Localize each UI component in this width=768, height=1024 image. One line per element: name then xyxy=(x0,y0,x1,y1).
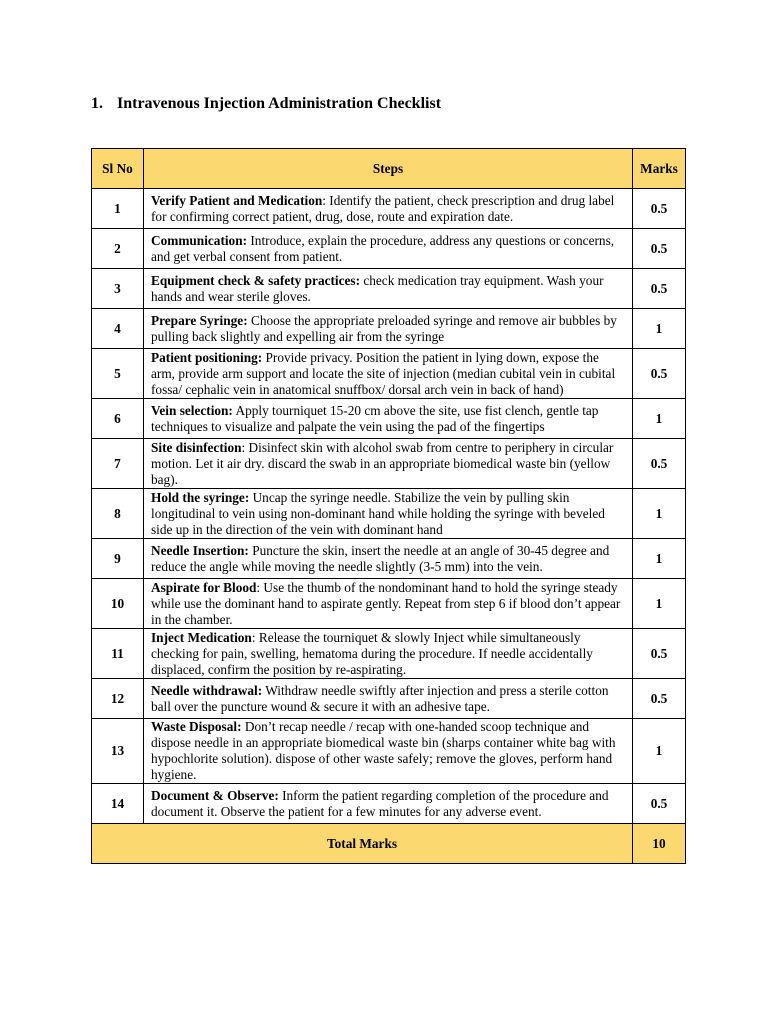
step-title: Needle Insertion: xyxy=(151,542,249,558)
step-number: 3 xyxy=(92,269,144,309)
step-description xyxy=(144,719,633,784)
table-row xyxy=(92,229,686,269)
step-description xyxy=(144,189,633,229)
step-title: Waste Disposal: xyxy=(151,719,242,734)
checklist-heading xyxy=(91,94,441,114)
table-row xyxy=(92,629,686,679)
step-number: 4 xyxy=(92,309,144,349)
total-marks-label: Total Marks xyxy=(92,824,633,864)
table-row xyxy=(92,579,686,629)
step-title: Prepare Syringe: xyxy=(151,312,248,328)
step-number: 6 xyxy=(92,399,144,439)
checklist-table xyxy=(91,148,686,864)
step-separator: : xyxy=(322,192,330,208)
step-title: Hold the syringe: xyxy=(151,489,250,505)
step-marks: 0.5 xyxy=(633,229,686,269)
step-description xyxy=(144,229,633,269)
step-number: 14 xyxy=(92,784,144,824)
total-marks-value: 10 xyxy=(633,824,686,864)
step-title: Equipment check & safety practices: xyxy=(151,272,361,288)
step-title: Vein selection: xyxy=(151,402,233,418)
sl-no-header: Sl No xyxy=(92,149,144,189)
step-number: 10 xyxy=(92,579,144,629)
heading-title: Intravenous Injection Administration Checklist xyxy=(117,95,442,112)
step-description xyxy=(144,784,633,824)
step-title: Inject Medication xyxy=(151,629,252,645)
step-title: Site disinfection xyxy=(151,439,242,455)
step-number: 8 xyxy=(92,489,144,539)
table-row xyxy=(92,539,686,579)
table-row xyxy=(92,309,686,349)
step-separator: : xyxy=(251,629,259,645)
step-text: Uncap the syringe needle. Stabilize the vein by pulling skin longitudinal to vein using non-dominant hand while holding the syringe with beveled side up in the direction of the vein with dominant hand xyxy=(151,489,605,537)
step-description xyxy=(144,349,633,399)
step-description xyxy=(144,539,633,579)
step-text: Don’t recap needle / recap with one-handed scoop technique and dispose needle in an appropriate biomedical waste bin (sharps container white bag with hypochlorite solution). dispose of other waste safely; remove the gloves, perform hand hygiene. xyxy=(151,719,616,782)
step-separator: : xyxy=(241,439,249,455)
table-row xyxy=(92,269,686,309)
heading-number: 1. xyxy=(91,95,103,112)
step-marks: 0.5 xyxy=(633,679,686,719)
step-description xyxy=(144,439,633,489)
step-description xyxy=(144,269,633,309)
step-title: Needle withdrawal: xyxy=(151,682,263,698)
step-description xyxy=(144,579,633,629)
step-text: Inform the patient regarding completion of the procedure and document it. Observe the patient for a few minutes for any adverse event. xyxy=(151,787,609,819)
table-row xyxy=(92,719,686,784)
step-title: Communication: xyxy=(151,232,248,248)
step-marks: 1 xyxy=(633,539,686,579)
step-marks: 1 xyxy=(633,579,686,629)
step-marks: 1 xyxy=(633,489,686,539)
table-row xyxy=(92,349,686,399)
marks-header: Marks xyxy=(633,149,686,189)
step-description xyxy=(144,489,633,539)
step-title: Document & Observe: xyxy=(151,787,279,803)
step-number: 5 xyxy=(92,349,144,399)
step-title: Verify Patient and Medication xyxy=(151,192,323,208)
steps-header: Steps xyxy=(144,149,633,189)
step-text: Identify the patient, check prescription and drug label for confirming correct patient, drug, dose, route and expiration date. xyxy=(151,192,615,224)
step-marks: 1 xyxy=(633,719,686,784)
step-marks: 1 xyxy=(633,399,686,439)
step-text: Release the tourniquet & slowly Inject while simultaneously checking for pain, swelling, hematoma during the procedure. If needle accidentally displaced, confirm the position by re-aspirating. xyxy=(151,629,593,677)
step-text: Introduce, explain the procedure, address any questions or concerns, and get verbal consent from patient. xyxy=(151,232,615,264)
step-marks: 0.5 xyxy=(633,784,686,824)
step-text: Puncture the skin, insert the needle at an angle of 30-45 degree and reduce the angle while moving the needle slightly (3-5 mm) into the vein. xyxy=(151,542,610,574)
step-marks: 1 xyxy=(633,309,686,349)
table-row xyxy=(92,679,686,719)
step-number: 1 xyxy=(92,189,144,229)
step-text: Choose the appropriate preloaded syringe and remove air bubbles by pulling back slightly and expelling air from the syringe xyxy=(151,312,617,344)
step-description xyxy=(144,399,633,439)
step-title: Patient positioning: xyxy=(151,349,263,365)
step-description xyxy=(144,629,633,679)
step-marks: 0.5 xyxy=(633,189,686,229)
step-text: check medication tray equipment. Wash your hands and wear sterile gloves. xyxy=(151,272,604,304)
step-text: Withdraw needle swiftly after injection and press a sterile cotton ball over the puncture wound & secure it with an adhesive tape. xyxy=(151,682,609,714)
table-row xyxy=(92,784,686,824)
step-number: 9 xyxy=(92,539,144,579)
table-row xyxy=(92,439,686,489)
step-text: Disinfect skin with alcohol swab from centre to periphery in circular motion. Let it air dry. discard the swab in an appropriate biomedical waste bin (yellow bag). xyxy=(151,439,614,487)
table-header-row xyxy=(92,149,686,189)
step-description xyxy=(144,309,633,349)
step-number: 13 xyxy=(92,719,144,784)
step-number: 12 xyxy=(92,679,144,719)
step-number: 11 xyxy=(92,629,144,679)
step-marks: 0.5 xyxy=(633,349,686,399)
step-number: 2 xyxy=(92,229,144,269)
table-row xyxy=(92,189,686,229)
table-row xyxy=(92,489,686,539)
total-row xyxy=(92,824,686,864)
step-description xyxy=(144,679,633,719)
step-number: 7 xyxy=(92,439,144,489)
step-title: Aspirate for Blood xyxy=(151,579,257,595)
step-text: Provide privacy. Position the patient in lying down, expose the arm, provide arm support and locate the site of injection (median cubital vein in cubital fossa/ cephalic vein in anatomical snuffbox/ dorsal arch vein in back of hand) xyxy=(151,349,616,397)
step-text: Use the thumb of the nondominant hand to hold the syringe steady while use the dominant hand to aspirate gently. Repeat from step 6 if blood don’t appear in the chamber. xyxy=(151,579,621,627)
table-row xyxy=(92,399,686,439)
step-marks: 0.5 xyxy=(633,629,686,679)
step-separator: : xyxy=(256,579,264,595)
step-marks: 0.5 xyxy=(633,439,686,489)
step-text: Apply tourniquet 15-20 cm above the site, use fist clench, gentle tap techniques to visualize and palpate the vein using the pad of the fingertips xyxy=(151,402,599,434)
step-marks: 0.5 xyxy=(633,269,686,309)
